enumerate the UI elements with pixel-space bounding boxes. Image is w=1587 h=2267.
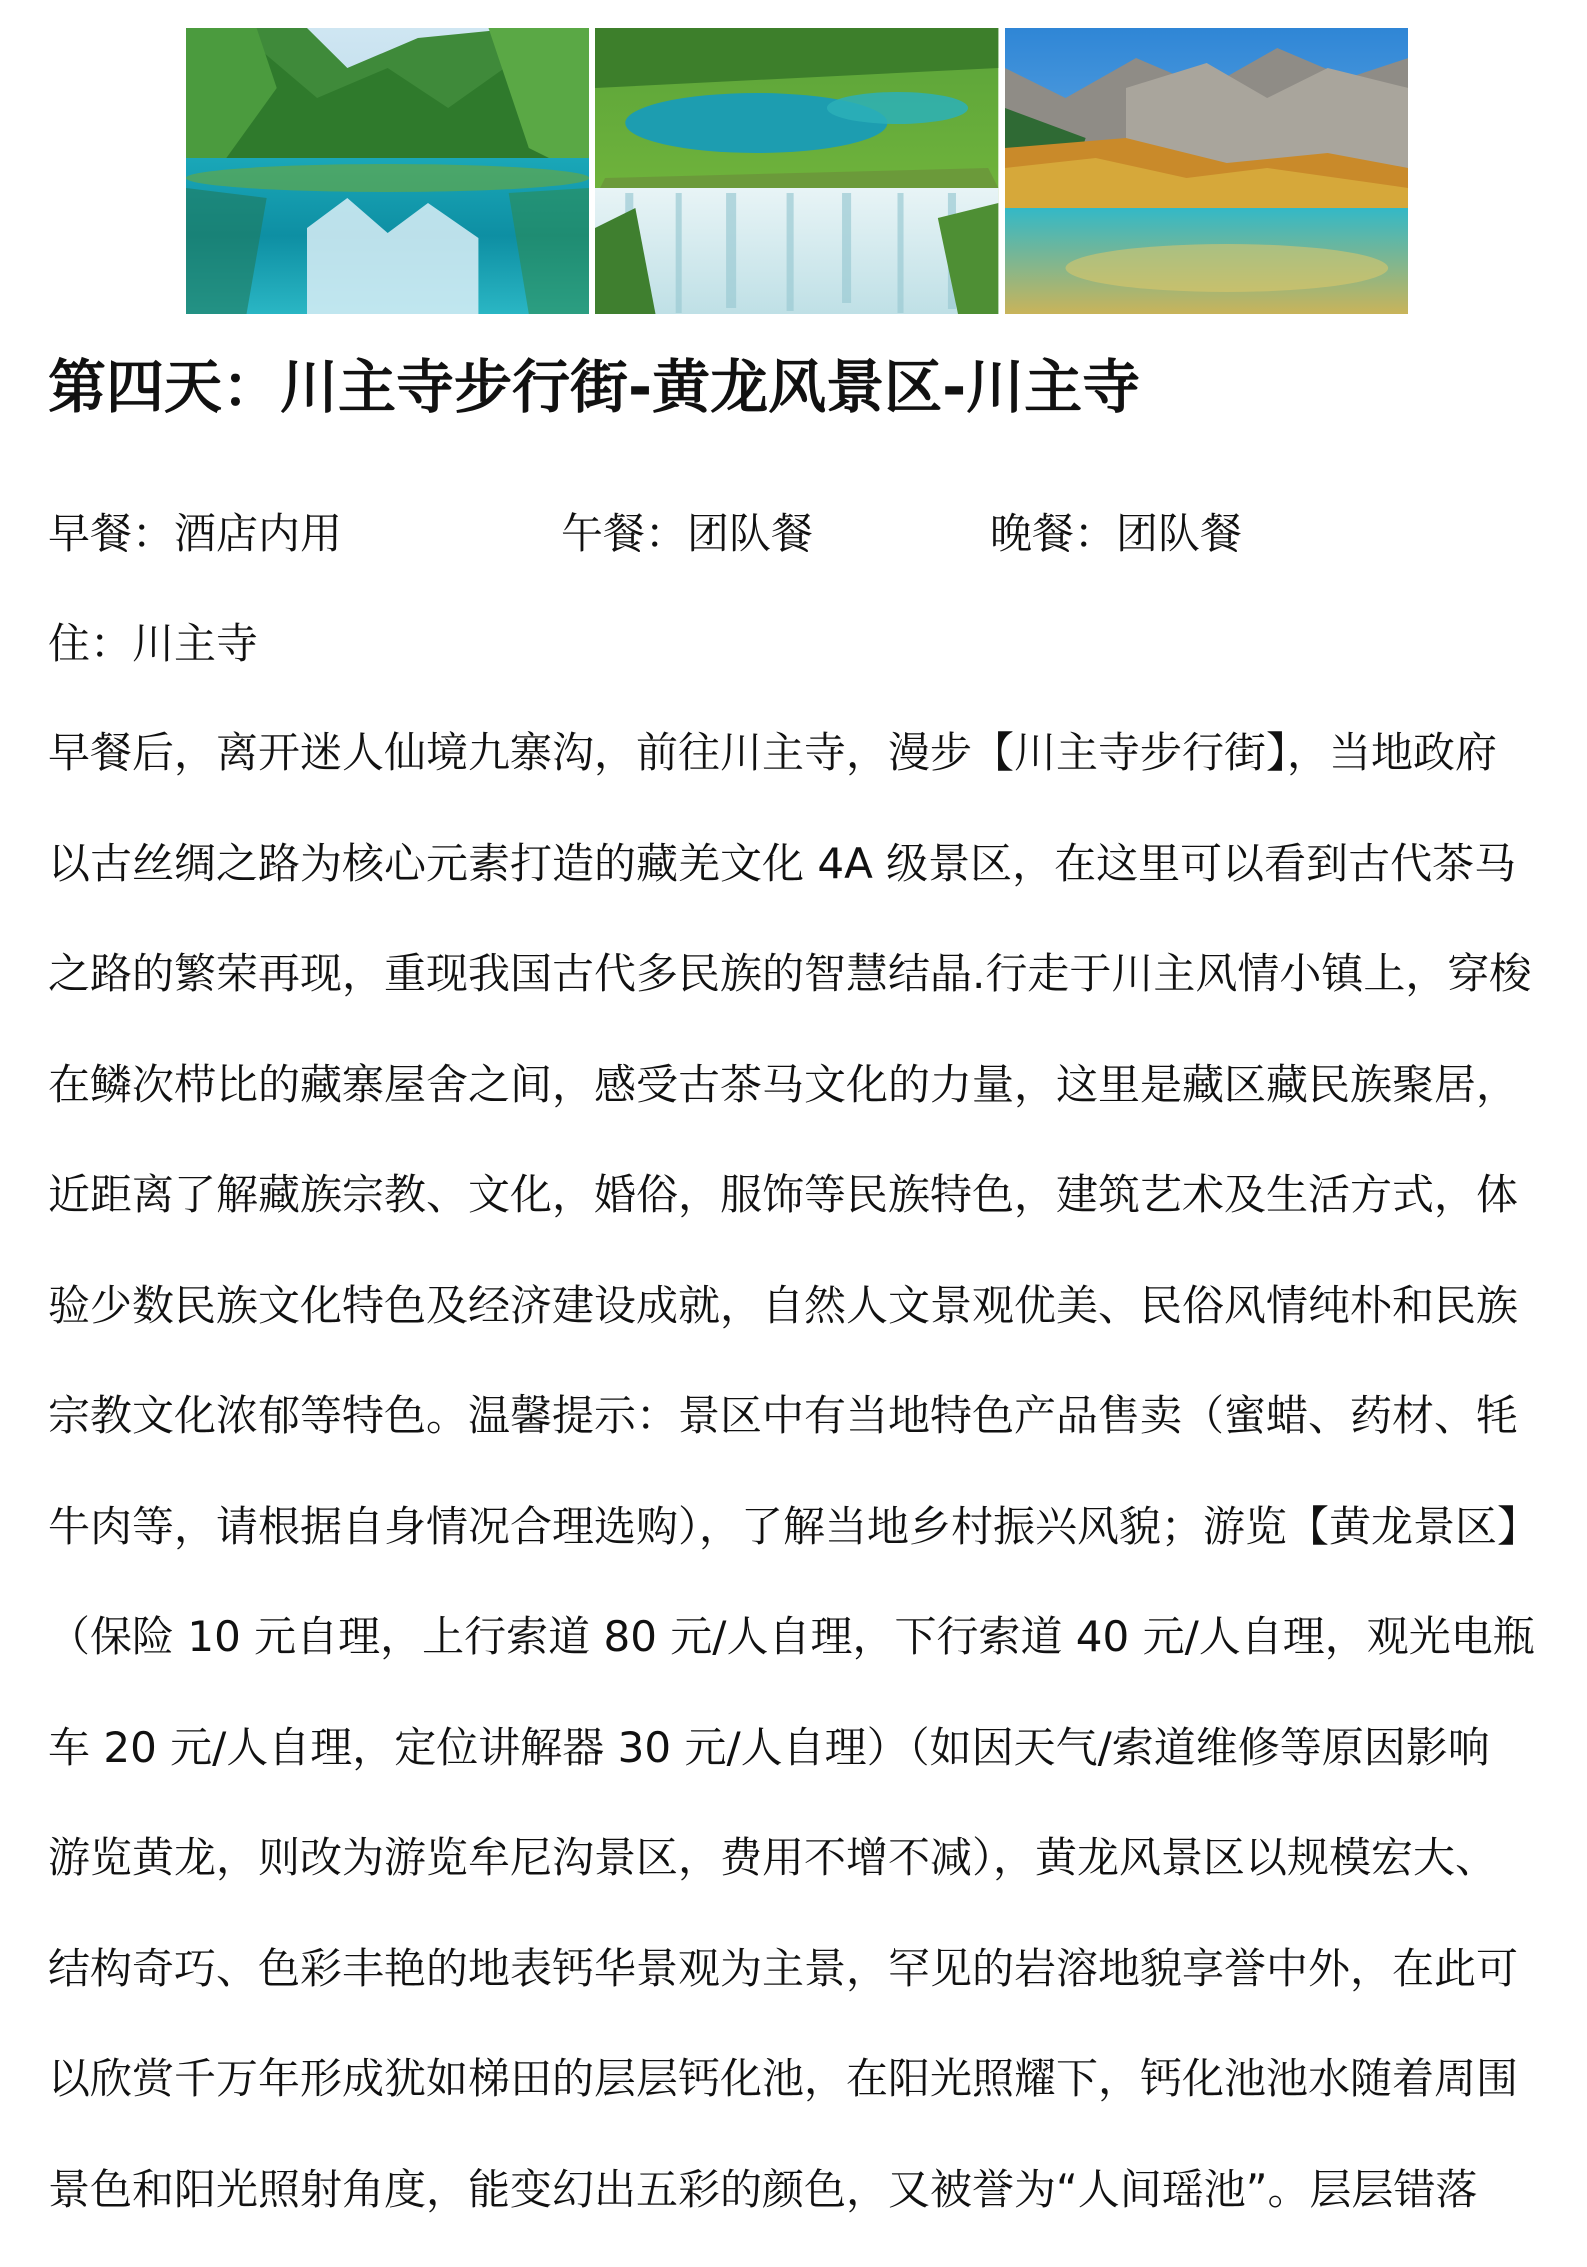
waterfall-image: [595, 28, 998, 314]
day-title: 第四天：川主寺步行街-黄龙风景区-川主寺: [48, 352, 1140, 422]
description-line: 以欣赏千万年形成犹如梯田的层层钙化池，在阳光照耀下，钙化池池水随着周围: [48, 2046, 1548, 2157]
description-line: 景色和阳光照射角度，能变幻出五彩的颜色，又被誉为“人间瑶池”。层层错落: [48, 2157, 1548, 2267]
description-line: 近距离了解藏族宗教、文化，婚俗，服饰等民族特色，建筑艺术及生活方式，体: [48, 1162, 1548, 1273]
description-line: 早餐后，离开迷人仙境九寨沟，前往川主寺，漫步【川主寺步行街】，当地政府: [48, 720, 1548, 831]
photo-waterfall: [595, 28, 998, 314]
itinerary-description: [48, 720, 1548, 2267]
lake-reflection-image: [186, 28, 589, 314]
description-line: 以古丝绸之路为核心元素打造的藏羌文化 4A 级景区，在这里可以看到古代茶马: [48, 831, 1548, 942]
description-line: 宗教文化浓郁等特色。温馨提示：景区中有当地特色产品售卖（蜜蜡、药材、牦: [48, 1383, 1548, 1494]
meal-dinner: 晚餐：团队餐: [990, 504, 1242, 564]
description-line: （保险 10 元自理，上行索道 80 元/人自理，下行索道 40 元/人自理，观光电瓶: [48, 1604, 1548, 1715]
description-line: 在鳞次栉比的藏寨屋舍之间，感受古茶马文化的力量，这里是藏区藏民族聚居，: [48, 1052, 1548, 1163]
autumn-lake-image: [1005, 28, 1408, 314]
description-line: 之路的繁荣再现，重现我国古代多民族的智慧结晶.行走于川主风情小镇上，穿梭: [48, 941, 1548, 1052]
meal-lunch: 午餐：团队餐: [561, 504, 813, 564]
photo-autumn-lake: [1005, 28, 1408, 314]
meals-row: [48, 504, 1548, 564]
description-line: 游览黄龙，则改为游览牟尼沟景区，费用不增不减），黄龙风景区以规模宏大、: [48, 1825, 1548, 1936]
description-line: 验少数民族文化特色及经济建设成就，自然人文景观优美、民俗风情纯朴和民族: [48, 1273, 1548, 1384]
photo-lake-reflection: [186, 28, 589, 314]
accommodation: 住：川主寺: [48, 614, 258, 674]
description-line: 牛肉等，请根据自身情况合理选购），了解当地乡村振兴风貌；游览【黄龙景区】: [48, 1494, 1548, 1605]
description-line: 车 20 元/人自理，定位讲解器 30 元/人自理）（如因天气/索道维修等原因影响: [48, 1715, 1548, 1826]
photo-strip: [186, 28, 1408, 314]
description-line: 结构奇巧、色彩丰艳的地表钙华景观为主景，罕见的岩溶地貌享誉中外，在此可: [48, 1936, 1548, 2047]
meal-breakfast: 早餐：酒店内用: [48, 504, 342, 564]
